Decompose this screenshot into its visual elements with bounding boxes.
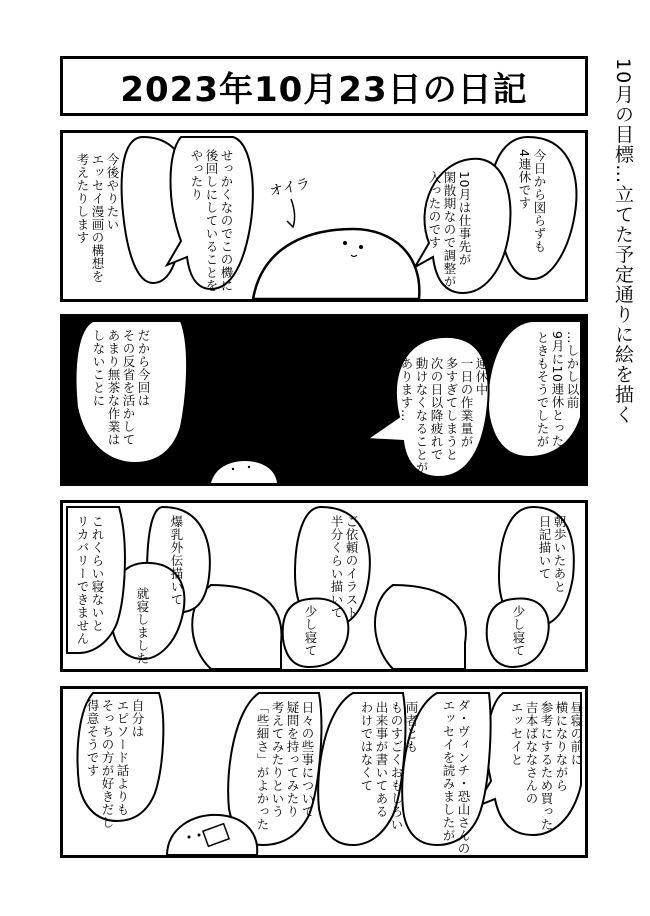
speech-bubble-19: 自分は エピソード話よりも そっちの方が好きだし 得意そうです — [85, 699, 145, 829]
speech-bubble-17: 両者とも ものすごくおもしろい 出来事が書いてある わけではなくて — [359, 701, 419, 831]
sfx-oira: オイラ — [267, 175, 312, 201]
panel-3 — [60, 500, 588, 672]
speech-bubble-18: 日々の些事について 疑問を持ってみたり 考えてみたりという 「些細さ」がよかった — [255, 701, 315, 831]
speech-bubble-10: ご依頼のイラスト 半分くらい描いて — [329, 515, 359, 619]
panel-4 — [60, 686, 588, 858]
speech-bubble-4: 今後やりたい エッセイ漫画の構想を 考えたりします — [75, 153, 120, 283]
speech-bubble-9: 少し寝て — [511, 605, 526, 657]
speech-bubble-14: これくらい寝ないと リカバリーできません — [75, 515, 105, 645]
panel-1 — [60, 130, 588, 302]
monthly-goal: 10月の目標…立てた予定通りに絵を描く — [612, 58, 634, 425]
speech-bubble-8: 朝歩いたあと 日記描いて — [537, 515, 567, 593]
speech-bubble-12: 爆乳外伝描いて — [169, 515, 184, 606]
speech-bubble-1: 今日から図らずも 4連休です — [517, 149, 547, 253]
speech-bubble-2: 10月は仕事先が 閑散期なので調整が 入ったのです — [427, 171, 472, 288]
speech-bubble-6: 連休中 一日の作業量が 多すぎてしまうと 次の日以降疲れで 動けなくなることが あります… — [399, 357, 489, 474]
panel-1-art — [63, 133, 585, 299]
speech-bubble-11: 少し寝て — [303, 605, 318, 657]
diary-title-box — [60, 56, 588, 116]
panel-2 — [60, 314, 588, 486]
speech-bubble-7: だから今回は その反省を活かして あまり無茶な作業は しないことに — [91, 329, 151, 446]
speech-bubble-3: せっかくなのでこの機に 後回しにしていることを やったり — [189, 149, 234, 292]
diary-title: 2023年10月23日の日記 — [120, 69, 528, 110]
speech-bubble-16: ダ・ヴィンチ・恐山さんの エッセイを読みましたが — [441, 699, 471, 855]
speech-bubble-15: 昼寝の前に 横になりながら 参考にするため買った 吉本ばななさんの エッセイと — [509, 701, 584, 831]
speech-bubble-5: …しかし以前 9月に10連休とった ときもそうでしたが — [535, 331, 580, 448]
speech-bubble-13: 就寝しました — [135, 587, 150, 665]
